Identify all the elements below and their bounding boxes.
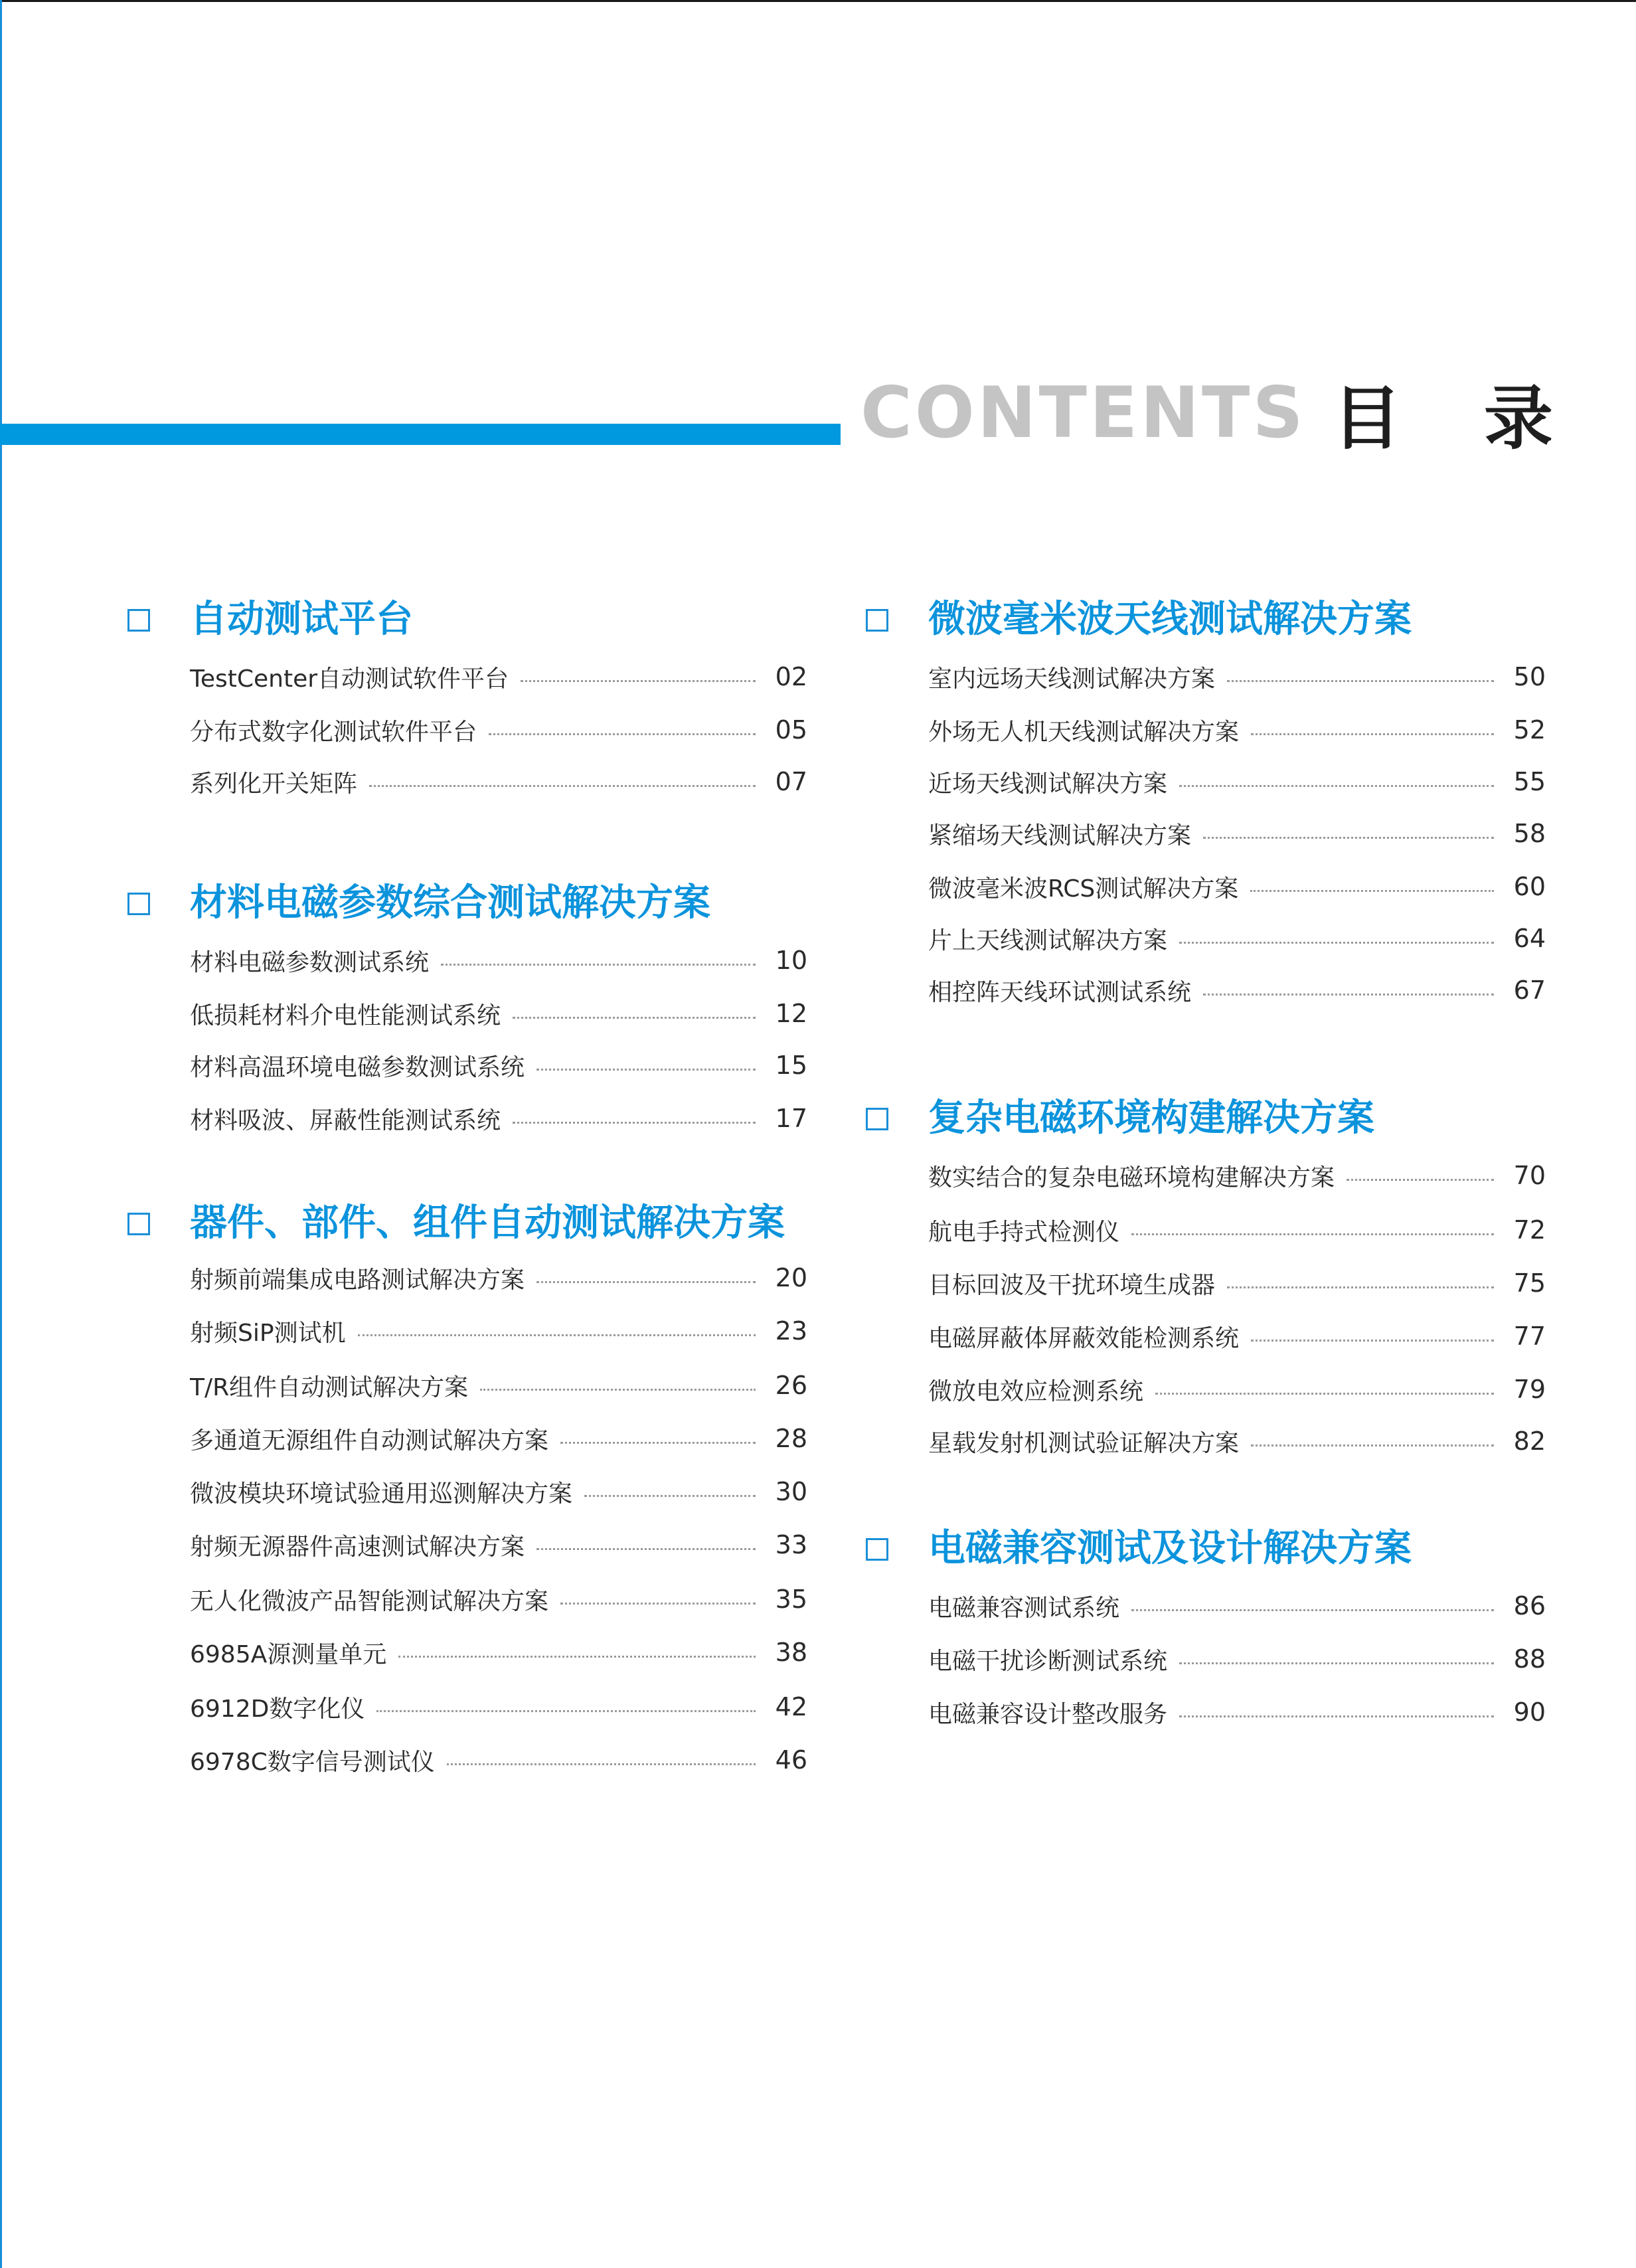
toc-entry-page: 46 [775,1745,807,1775]
dot-leader [447,1763,756,1765]
toc-entry-page: 77 [1513,1322,1546,1351]
dot-leader [376,1710,756,1712]
toc-entry-label: 电磁兼容测试系统 [928,1594,1120,1622]
toc-entry-label: 片上天线测试解决方案 [928,926,1168,954]
toc-section-title: 电磁兼容测试及设计解决方案 [928,1527,1412,1570]
toc-entry[interactable] [190,1419,807,1458]
dot-leader [441,964,756,966]
toc-entry[interactable] [190,1525,807,1565]
toc-entry-page: 33 [775,1530,807,1559]
toc-entry[interactable] [190,1365,807,1405]
toc-entry[interactable] [190,994,807,1033]
toc-entry[interactable] [928,657,1546,697]
toc-entry-label: 射频SiP测试机 [190,1319,346,1347]
toc-entry-page: 26 [775,1371,807,1400]
dot-leader [398,1656,756,1658]
dot-leader [513,1017,756,1019]
contents-heading-en: CONTENTS [860,371,1306,454]
dot-leader [358,1334,756,1336]
toc-entry[interactable] [190,1472,807,1512]
toc-entry-label: 紧缩场天线测试解决方案 [928,822,1192,849]
dot-leader [1227,680,1494,682]
toc-entry-label: 系列化开关矩阵 [190,770,358,798]
toc-entry-page: 90 [1513,1698,1546,1727]
toc-entry[interactable] [190,1258,807,1298]
dot-leader [1203,994,1494,996]
toc-entry[interactable] [928,867,1546,907]
toc-entry-page: 79 [1513,1375,1546,1404]
toc-entry-label: 6912D数字化仪 [190,1695,365,1723]
toc-entry[interactable] [928,1156,1546,1195]
toc-entry[interactable] [190,1045,807,1085]
toc-entry-page: 70 [1513,1161,1546,1190]
toc-entry-page: 58 [1513,819,1546,848]
dot-leader [536,1548,756,1550]
dot-leader [560,1603,756,1605]
toc-entry-label: 材料吸波、屏蔽性能测试系统 [190,1106,501,1134]
toc-entry-page: 15 [775,1051,807,1080]
dot-leader [513,1122,756,1124]
section-checkbox-icon [127,893,150,915]
toc-entry-page: 17 [775,1104,807,1133]
dot-leader [369,785,756,787]
toc-entry-label: 数实结合的复杂电磁环境构建解决方案 [928,1164,1335,1191]
toc-entry-label: 射频无源器件高速测试解决方案 [190,1533,525,1561]
toc-entry[interactable] [928,1316,1546,1356]
toc-entry-page: 75 [1513,1268,1546,1298]
toc-section [127,877,845,1134]
dot-leader [1251,1340,1494,1342]
toc-section-title: 器件、部件、组件自动测试解决方案 [190,1201,785,1245]
toc-entry[interactable] [928,1639,1546,1679]
toc-entry[interactable] [190,762,807,802]
toc-entry[interactable] [928,1369,1546,1409]
toc-entry-page: 64 [1513,924,1546,953]
toc-entry-label: 微波模块环境试验通用巡测解决方案 [190,1480,573,1508]
toc-entry-page: 28 [775,1424,807,1453]
page-left-edge [0,0,2,2268]
toc-entry[interactable] [928,1692,1546,1732]
toc-entry-label: 低损耗材料介电性能测试系统 [190,1002,501,1029]
toc-entry[interactable] [190,1740,807,1780]
dot-leader [1179,1662,1494,1664]
toc-entry-label: 目标回波及干扰环境生成器 [928,1271,1216,1299]
toc-entry-page: 67 [1513,976,1546,1005]
toc-entry[interactable] [190,1687,807,1727]
toc-entry-label: 电磁屏蔽体屏蔽效能检测系统 [928,1324,1240,1352]
toc-entry-label: T/R组件自动测试解决方案 [190,1373,469,1401]
toc-section-title: 微波毫米波天线测试解决方案 [928,598,1412,641]
toc-entry-label: 多通道无源组件自动测试解决方案 [190,1427,549,1454]
section-checkbox-icon [866,1538,888,1561]
dot-leader [1250,890,1494,892]
toc-entry[interactable] [928,814,1546,853]
toc-section [866,593,1583,1006]
toc-entry-label: 相控阵天线环试测试系统 [928,978,1192,1006]
toc-entry-label: 微波毫米波RCS测试解决方案 [928,875,1239,903]
toc-entry-label: 射频前端集成电路测试解决方案 [190,1266,525,1294]
toc-section-header[interactable] [866,1522,1583,1575]
toc-entry-label: 材料高温环境电磁参数测试系统 [190,1053,525,1081]
dot-leader [1251,733,1494,735]
toc-entry-label: 微放电效应检测系统 [928,1377,1144,1405]
toc-entry-page: 38 [775,1638,807,1667]
toc-section-title: 复杂电磁环境构建解决方案 [928,1096,1374,1140]
toc-entry-page: 12 [775,999,807,1028]
dot-leader [1179,942,1494,944]
toc-section-header[interactable] [866,1092,1583,1145]
toc-section-header[interactable] [127,593,845,646]
toc-entry-label: 材料电磁参数测试系统 [190,948,430,976]
toc-entry-label: 星载发射机测试验证解决方案 [928,1429,1240,1457]
dot-leader [1251,1444,1494,1446]
toc-entry-page: 86 [1513,1591,1546,1620]
toc-section [127,593,845,798]
toc-entry-page: 60 [1513,872,1546,901]
toc-entry[interactable] [928,970,1546,1010]
toc-entry-label: 6978C数字信号测试仪 [190,1748,435,1776]
dot-leader [521,680,756,682]
dot-leader [536,1281,756,1283]
toc-entry-label: TestCenter自动测试软件平台 [190,665,509,693]
toc-section [866,1092,1583,1457]
toc-section-title: 自动测试平台 [190,598,413,641]
toc-entry[interactable] [928,1421,1546,1461]
toc-entry-label: 室内远场天线测试解决方案 [928,665,1216,693]
toc-entry-label: 近场天线测试解决方案 [928,770,1168,798]
toc-entry[interactable] [928,1263,1546,1303]
dot-leader [480,1389,756,1391]
toc-entry-page: 82 [1513,1427,1546,1456]
toc-entry[interactable] [190,1311,807,1351]
dot-leader [560,1442,756,1444]
toc-entry-page: 02 [775,662,807,691]
toc-entry[interactable] [928,918,1546,958]
header-accent-bar [0,424,841,445]
dot-leader [1179,785,1494,787]
dot-leader [1155,1393,1494,1395]
toc-entry-page: 30 [775,1477,807,1506]
toc-entry-label: 航电手持式检测仪 [928,1218,1120,1246]
toc-section-header[interactable] [127,877,845,930]
toc-entry[interactable] [190,1098,807,1138]
toc-entry[interactable] [928,1586,1546,1626]
toc-entry[interactable] [190,657,807,697]
toc-entry-page: 20 [775,1263,807,1292]
toc-entry-label: 分布式数字化测试软件平台 [190,718,477,746]
toc-entry-label: 无人化微波产品智能测试解决方案 [190,1587,549,1615]
toc-entry[interactable] [190,1632,807,1672]
dot-leader [584,1495,756,1497]
toc-section-title: 材料电磁参数综合测试解决方案 [190,881,710,924]
toc-entry-page: 42 [775,1692,807,1721]
dot-leader [1347,1179,1494,1181]
toc-entry-label: 电磁干扰诊断测试系统 [928,1647,1168,1675]
contents-heading [860,369,1582,459]
toc-entry-label: 外场无人机天线测试解决方案 [928,718,1240,746]
dot-leader [1131,1609,1494,1611]
dot-leader [489,733,756,735]
dot-leader [536,1069,756,1071]
toc-entry-page: 52 [1513,715,1546,744]
page-top-edge [0,0,1636,2]
toc-entry-page: 55 [1513,767,1546,796]
toc-entry[interactable] [190,1579,807,1619]
toc-entry-page: 50 [1513,662,1546,691]
toc-entry-label: 电磁兼容设计整改服务 [928,1700,1168,1728]
dot-leader [1179,1715,1494,1717]
dot-leader [1131,1233,1494,1235]
toc-entry-page: 23 [775,1316,807,1346]
contents-heading-zh: 目 录 [1332,378,1582,459]
toc-section-header[interactable] [127,1197,845,1250]
dot-leader [1203,837,1494,839]
toc-section [127,1197,845,1776]
toc-entry[interactable] [928,762,1546,802]
toc-entry-page: 72 [1513,1215,1546,1245]
dot-leader [1227,1286,1494,1288]
toc-entry-page: 05 [775,715,807,744]
section-checkbox-icon [127,1213,150,1235]
toc-entry[interactable] [190,710,807,750]
toc-entry-page: 07 [775,767,807,796]
toc-section-header[interactable] [866,593,1583,646]
toc-entry[interactable] [928,1210,1546,1250]
toc-entry-label: 6985A源测量单元 [190,1640,387,1668]
section-checkbox-icon [866,609,888,632]
toc-entry-page: 10 [775,946,807,975]
toc-entry-page: 88 [1513,1644,1546,1674]
toc-entry[interactable] [190,940,807,980]
toc-entry[interactable] [928,710,1546,750]
toc-section [866,1522,1583,1728]
toc-entry-page: 35 [775,1585,807,1614]
section-checkbox-icon [866,1108,888,1130]
section-checkbox-icon [127,609,150,632]
